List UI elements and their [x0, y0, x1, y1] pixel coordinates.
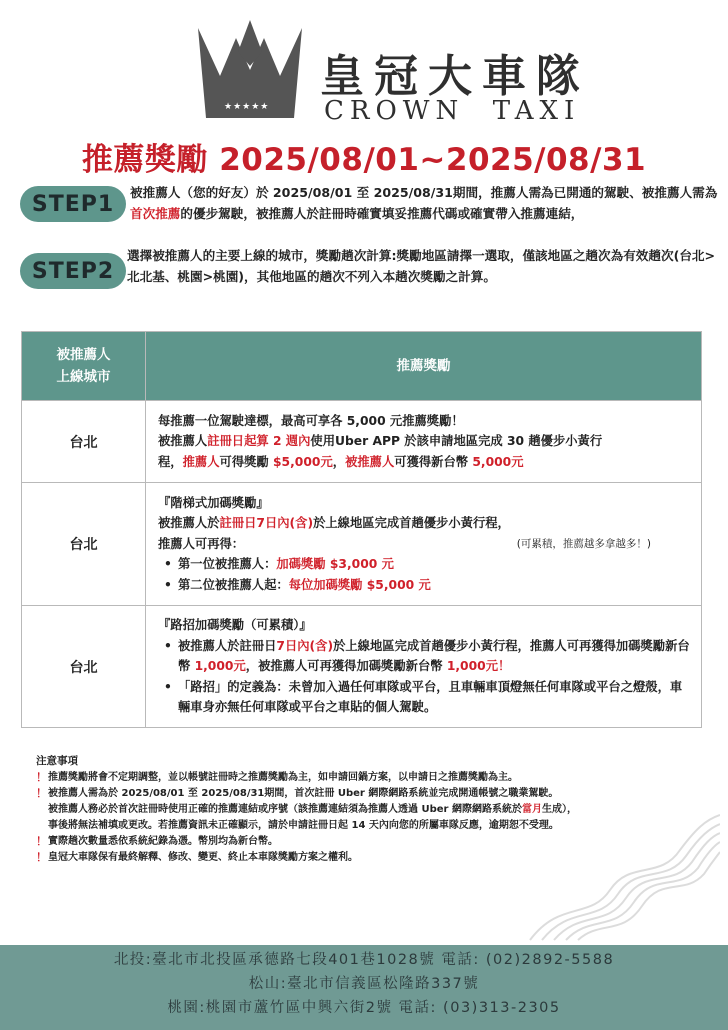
header-reward: 推薦獎勵: [146, 332, 702, 401]
footer-address-songshan: 松山:臺北市信義區松隆路337號: [248, 976, 480, 992]
table-row: [22, 606, 702, 728]
notes-section: [36, 753, 696, 866]
list-item: • 「路招」的定義為：未曾加入過任何車隊或平台，且車輛車頂燈無任何車隊或平台之燈殼，車輛車身亦無任何車隊或平台之車貼的個人駕駛。: [164, 677, 691, 718]
table-header-row: [22, 332, 702, 401]
notes-heading: 注意事項: [36, 755, 78, 767]
list-item: • 被推薦人於註冊日7日內(含)於上線地區完成首趟優步小黃行程，推薦人可再獲得加碼獎勵新台幣 1,000元，被推薦人可再獲得加碼獎勵新台幣 1,000元！: [164, 636, 691, 677]
list-item: • 第二位被推薦人起：每位加碼獎勵 $5,000 元: [164, 575, 691, 596]
note-item-cont: 事後將無法補填或更改。若推薦資訊未正確顯示，請於申請註冊日起 14 天內向您的所屬車隊反應，逾期恕不受理。: [48, 820, 559, 831]
city-cell: 台北: [22, 483, 146, 606]
footer-address-beitou: 北投:臺北市北投區承德路七段401巷1028號 電話: (02)2892-5588: [113, 952, 615, 968]
reward-cell: 『路招加碼獎勵（可累積）』 • 被推薦人於註冊日7日內(含)於上線地區完成首趟優步小黃行程，推薦人可再獲得加碼獎勵新台幣 1,000元，被推薦人可再獲得加碼獎勵新台幣 1,000元！ • 「路招」的定義為：未曾加入過任何車隊或平台，且車輛車頂燈無任何車隊或平台之燈殼，車輛車身亦無任何車隊或平台之車貼的個人駕駛。: [146, 606, 702, 728]
step-2-badge: STEP2: [20, 253, 126, 289]
brand-name-cn: 皇冠大車隊: [320, 51, 590, 102]
city-cell: 台北: [22, 401, 146, 483]
page-title: 推薦獎勵 2025/08/01~2025/08/31: [81, 142, 647, 178]
bullet-list: [158, 636, 691, 718]
reward-cell: 『階梯式加碼獎勵』 被推薦人於註冊日7日內(含)於上線地區完成首趟優步小黃行程， 推薦人可再得： (可累積，推薦越多拿越多！) • 第一位被推薦人：加碼獎勵 $3,000 元 • 第二位被推薦人起：每位加碼獎勵 $5,000 元: [146, 483, 702, 606]
note-item: ！ 實際趟次數量悉依系統紀錄為憑。幣別均為新台幣。: [36, 835, 278, 848]
city-cell: 台北: [22, 606, 146, 728]
list-item: • 第一位被推薦人：加碼獎勵 $3,000 元: [164, 554, 691, 575]
table-row: [22, 401, 702, 483]
step-1-badge: STEP1: [20, 186, 126, 222]
table-row: [22, 483, 702, 606]
reward-table: [21, 331, 702, 728]
note-item: ！ 推薦獎勵將會不定期調整，並以帳號註冊時之推薦獎勵為主，如申請回鍋方案，以申請日之推薦獎勵為主。: [36, 771, 518, 784]
footer-address-taoyuan: 桃園:桃園市蘆竹區中興六街2號 電話: (03)313-2305: [167, 1000, 561, 1016]
brand-name-en: CROWN TAXI: [324, 96, 581, 126]
crown-stars: ★★★★★: [224, 102, 270, 112]
step-1-text: 被推薦人（您的好友）於 2025/08/01 至 2025/08/31期間，推薦人需為已開通的駕駛、被推薦人需為首次推薦的優步駕駛，被推薦人於註冊時確實填妥推薦代碼或確實帶入推薦連結，: [130, 185, 718, 221]
note-item: ！ 被推薦人需為於 2025/08/01 至 2025/08/31期間，首次註冊 Uber 網際網路系統並完成開通帳號之職業駕駛。: [36, 787, 559, 800]
logo-area: [0, 0, 728, 135]
step-2-text: 選擇被推薦人的主要上線的城市，獎勵趟次計算:獎勵地區請擇一選取，僅該地區之趟次為有效趟次(台北>北北基、桃園>桃園)，其他地區的趟次不列入本趟次獎勵之計算。: [127, 248, 716, 284]
header-city: 被推薦人 上線城市: [22, 332, 146, 401]
footer: [0, 945, 728, 1030]
note-item-cont: 被推薦人務必於首次註冊時使用正確的推薦連結或序號（該推薦連結須為推薦人透過 Uber 網際網路系統於當月生成），: [48, 804, 577, 815]
reward-cell: 每推薦一位駕駛達標，最高可享各 5,000 元推薦獎勵！ 被推薦人註冊日起算 2 週內使用Uber APP 於該申請地區完成 30 趟優步小黃行 程，推薦人可得獎勵 $5,000元，被推薦人可獲得新台幣 5,000元: [146, 401, 702, 483]
bullet-list: [158, 554, 691, 595]
note-item: ！ 皇冠大車隊保有最終解釋、修改、變更、終止本車隊獎勵方案之權利。: [36, 851, 358, 864]
